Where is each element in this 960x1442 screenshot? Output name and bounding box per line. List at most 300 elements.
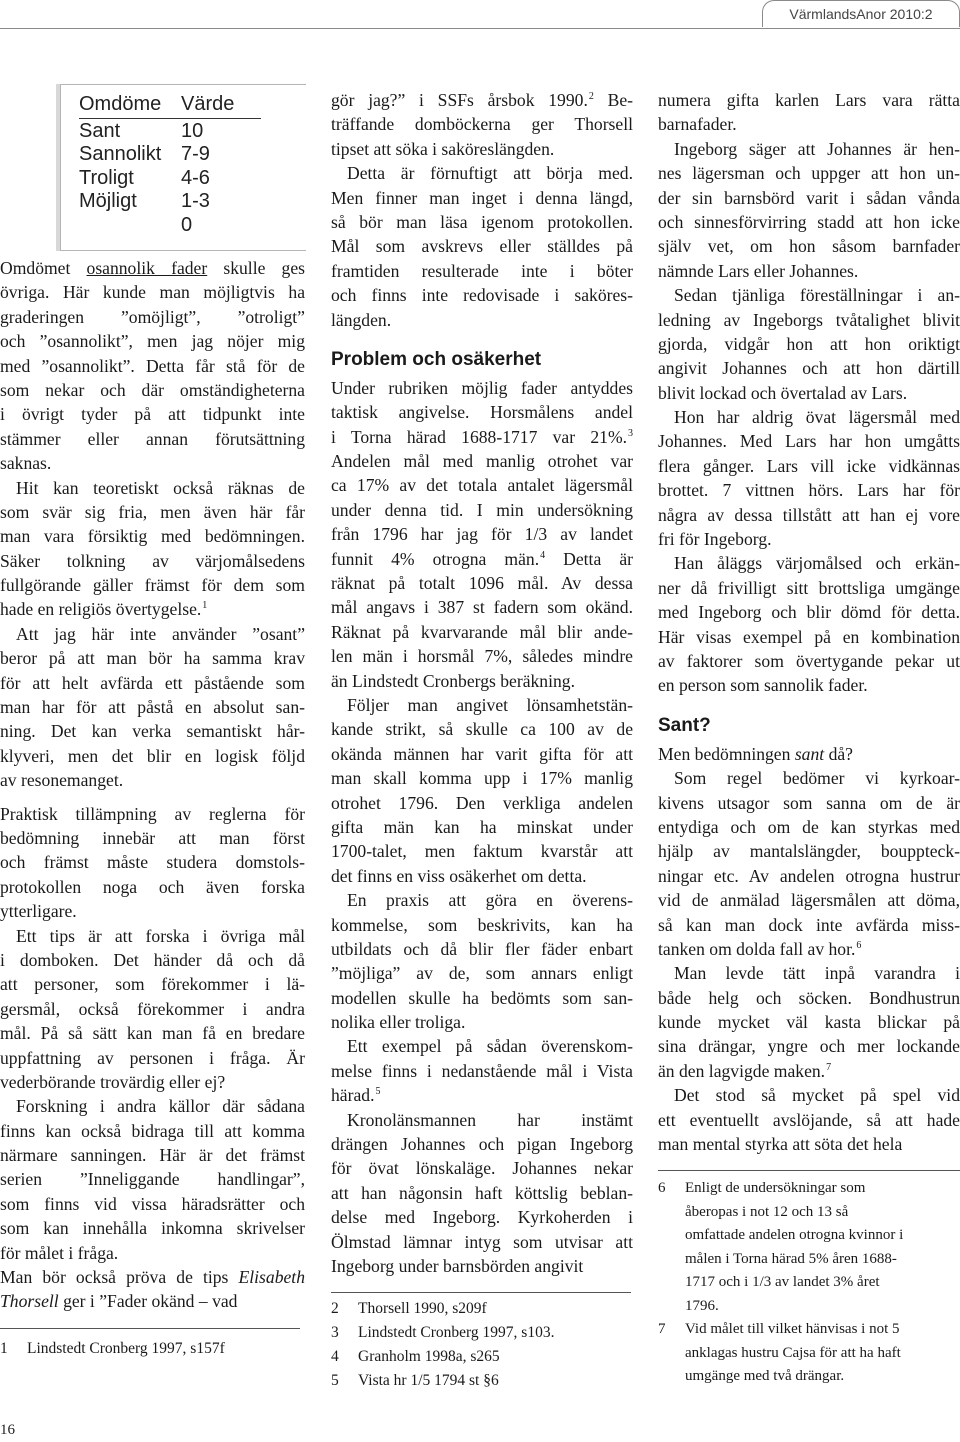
text-line (658, 210, 960, 234)
text-run: själv vet, om hon såsom barnfader (658, 236, 960, 257)
text-line (331, 620, 633, 644)
paragraph (658, 137, 960, 283)
text-run: Ingeborg säger att Johannes är hen- (674, 138, 960, 159)
text-line (658, 405, 960, 429)
text-run: nolika eller troliga. (331, 1012, 466, 1033)
text-run: serien ”Inneliggande handlingar”, (0, 1169, 305, 1190)
text-line (0, 1167, 305, 1191)
paragraph (0, 1094, 305, 1265)
text-run: Säker tolkning av värjomålsedens (0, 550, 305, 571)
text-run: delse med Ingeborg. Kyrkoherden i (331, 1207, 633, 1228)
text-run: tipset att söka i saköreslängden. (331, 138, 555, 159)
rating-value: 10 (181, 119, 204, 142)
text-run: kivens utsagor som sanna om de är (658, 792, 960, 813)
footnote-line (658, 1177, 960, 1201)
footnote-marker: 3 (628, 427, 633, 439)
italic-text: Thorsell (0, 1291, 59, 1312)
text-run: nes lägersman och uppger att hon un- (658, 163, 960, 184)
text-run: taktisk angivelse. Horsmålens andel (331, 402, 633, 423)
text-run: angivit Johannes och att hon därtill (658, 358, 960, 379)
footnote-number (658, 1201, 685, 1225)
rating-value: 4-6 (181, 166, 210, 189)
rating-label: Möjligt (79, 190, 137, 212)
text-line (331, 888, 633, 912)
footnote-line (331, 1369, 633, 1393)
text-line (0, 1143, 305, 1167)
text-run: saknas. (0, 453, 52, 474)
text-line (658, 1083, 960, 1107)
text-line (658, 381, 960, 405)
text-run: skulle ges (207, 258, 305, 278)
text-run: vederbörande trovärdig eller ej? (0, 1071, 226, 1092)
middle-column-body-a (331, 88, 633, 332)
text-line (658, 576, 960, 600)
text-run: Andelen mål med manlig otrohet var (331, 451, 633, 472)
text-run: brottet. 7 vittnen hörs. Lars har för (658, 480, 960, 501)
rating-row (79, 190, 261, 214)
footnote-text: Granholm 1998a, s265 (358, 1348, 500, 1366)
text-run: Men finner man inget i denna längd, (331, 187, 633, 208)
text-line (331, 186, 633, 210)
footnote-text: Vid målet till vilket hänvisas i not 5 (685, 1321, 900, 1338)
footnote-marker: 4 (540, 549, 546, 561)
paragraph (658, 405, 960, 551)
text-run: entydiga och om de kan styrkas med (658, 816, 960, 837)
text-line (0, 597, 305, 621)
text-run: kande strikt, så skulle ca 100 av de (331, 719, 633, 740)
paragraph (331, 693, 633, 888)
text-run: Hon har aldrig övat lägersmål med (674, 407, 960, 428)
paragraph (658, 551, 960, 697)
text-line (0, 826, 305, 850)
footnote-number: 2 (331, 1300, 339, 1318)
text-run: okända männen har varit gifta för att (331, 743, 633, 764)
text-run: Detta är förnuftigt att börja med. (347, 163, 633, 184)
text-run: gör jag?” i SSFs årsbok 1990. (331, 90, 588, 110)
text-run: närmare sanningen. Här är det främst (0, 1145, 305, 1166)
text-run: tanken om dolda fall av hor. (658, 938, 856, 959)
text-line (0, 1070, 305, 1094)
text-run: Under rubriken möjlig fader antyddes (331, 377, 633, 398)
text-line (0, 972, 305, 996)
text-line (658, 527, 960, 551)
text-run: numera gifta karlen Lars vara rätta (658, 90, 960, 110)
middle-column-body-b (331, 376, 633, 1278)
text-run: några av dessa tillstått att han ej vore (658, 504, 960, 525)
rating-label: Sannolikt (79, 143, 162, 165)
text-line (658, 429, 960, 453)
text-run: som nekar och där omständigheterna (0, 379, 305, 400)
text-line (658, 815, 960, 839)
paragraph (658, 88, 960, 137)
paragraph (0, 256, 305, 476)
footnote-marker: 1 (202, 600, 208, 612)
text-run: Forskning i andra källor där sådana (16, 1096, 305, 1117)
rating-header-varde: Värde (181, 93, 235, 115)
text-run: Omdömet (0, 258, 87, 278)
text-line (331, 308, 633, 332)
footnote-text: umgänge med två drängar. (685, 1368, 845, 1385)
text-line (0, 850, 305, 874)
footnote-number: 7 (658, 1321, 666, 1338)
footnote-number: 6 (658, 1180, 666, 1197)
text-run: framtiden resulterade inte i böter (331, 260, 633, 281)
rating-row (79, 120, 261, 144)
section-heading-sant: Sant? (658, 714, 711, 736)
text-line (331, 913, 633, 937)
footnote-text: Vista hr 1/5 1794 st §6 (358, 1372, 499, 1390)
text-run: Men bedömningen (658, 743, 795, 764)
text-line (331, 1034, 633, 1058)
underlined-text: osannolik fader (86, 258, 208, 278)
text-run: räknat på totalt 1096 mål. Av dessa (331, 573, 633, 594)
text-line (0, 305, 305, 329)
text-run: gjorda, vidgår hon att hon oriktigt (658, 333, 960, 354)
text-run: och främst måste studera domstols- (0, 852, 305, 873)
footnote-number: 3 (331, 1324, 339, 1342)
text-line (331, 376, 633, 400)
footnote-line (658, 1295, 960, 1319)
text-line (331, 1156, 633, 1180)
text-line (331, 522, 633, 546)
text-line (0, 1265, 305, 1289)
text-run: som finns vid vissa häradsrätter och (0, 1193, 305, 1214)
rating-value: 0 (181, 213, 193, 236)
paragraph (658, 766, 960, 961)
text-run: barnafader. (658, 114, 737, 135)
text-line (658, 137, 960, 161)
footnote-line (331, 1345, 633, 1369)
middle-column (331, 88, 633, 1393)
text-run: härad. (331, 1085, 375, 1106)
rating-row (79, 214, 261, 238)
text-run: så kan man dock inte avfärda miss- (658, 914, 960, 935)
text-line (331, 1230, 633, 1254)
footnote-text: Enligt de undersökningar som (685, 1180, 866, 1197)
text-line (331, 595, 633, 619)
text-line (331, 986, 633, 1010)
text-line (331, 112, 633, 136)
footnote-marker: 6 (856, 939, 862, 951)
text-line (331, 669, 633, 693)
text-line (0, 354, 305, 378)
text-run: övriga. Här kunde man möjligtvis ha (0, 282, 305, 303)
paragraph (0, 1265, 305, 1314)
text-run: och ”osannolikt”, men jag nöjer mig (0, 331, 305, 352)
text-run: Kronolänsmannen har instämt (347, 1109, 633, 1130)
footnote-rule-left (0, 1328, 300, 1329)
text-run: utbildats och då blir fler fäder enbart (331, 938, 633, 959)
paragraph (331, 161, 633, 332)
footnote-number: 4 (331, 1348, 339, 1366)
text-line (658, 234, 960, 258)
footnote-marker: 7 (826, 1061, 832, 1073)
text-run: bedömning innebär att man först (0, 827, 305, 848)
text-run: man har för att påstå en absolut san- (0, 697, 305, 718)
text-run: med Ingeborg och blir dömd för detta. (658, 602, 960, 623)
text-run: Johannes. Med Lars har hon umgåtts (658, 431, 960, 452)
text-line (0, 924, 305, 948)
footnote-number: 1 (0, 1339, 8, 1357)
text-run: ca 17% av det totala antalet lägersmål (331, 475, 633, 496)
text-line (658, 961, 960, 985)
text-line (0, 524, 305, 548)
text-line (331, 1108, 633, 1132)
paragraph (0, 802, 305, 924)
italic-text: sant (794, 743, 825, 764)
text-line (0, 899, 305, 923)
text-run: Det stod så mycket på spel vid (674, 1085, 960, 1106)
text-line (0, 1241, 305, 1265)
footnote-number (658, 1271, 685, 1295)
footnote-line (0, 1337, 305, 1361)
text-run: drängen Johannes och pigan Ingeborg (331, 1134, 633, 1155)
footnote-text: Lindstedt Cronberg 1997, s157f (27, 1339, 225, 1357)
text-run: gersmål, också förekommer i andra (0, 998, 305, 1019)
footnote-rule-middle (331, 1292, 631, 1293)
paragraph (331, 376, 633, 693)
footnote-line (658, 1318, 960, 1342)
middle-footnotes (331, 1297, 633, 1393)
text-run: man mental styrka att söta det hela (658, 1134, 903, 1155)
text-run: Räknat på kvarvarande mål blir ande- (331, 621, 633, 642)
rating-header-omdome: Omdöme (79, 93, 162, 115)
text-run: ”möjliga” av de, som annars enligt (331, 963, 633, 984)
text-run: av resonemanget. (0, 770, 124, 791)
text-run: modellen skulle ha bedömts som san- (331, 987, 633, 1008)
footnote-text: 1717 och i 1/3 av landet 3% året (685, 1274, 880, 1291)
paragraph (0, 622, 305, 793)
text-line (658, 1034, 960, 1058)
text-line (331, 1254, 633, 1278)
text-run: finns kan också bidraga till att komma (0, 1120, 305, 1141)
text-run: av faktorer som övertygande pekar ut (658, 650, 960, 671)
text-line (0, 744, 305, 768)
text-line (0, 329, 305, 353)
right-column (658, 88, 960, 1389)
text-line (331, 815, 633, 839)
text-line (0, 427, 305, 451)
text-line (331, 425, 633, 449)
footnote-text: åberopas i not 12 och 13 så (685, 1203, 849, 1220)
text-run: hjälp av mantalslängder, bouppteck- (658, 841, 960, 862)
text-line (0, 875, 305, 899)
text-run: beror på att man bör ha samma krav (0, 648, 305, 669)
text-run: för målet i fråga. (0, 1242, 119, 1263)
text-run: Ingeborg under barnsbörden angivit (331, 1255, 584, 1276)
rating-value: 7-9 (181, 143, 210, 165)
text-line (658, 503, 960, 527)
footnote-number (658, 1248, 685, 1272)
footnote-text: Lindstedt Cronberg 1997, s103. (358, 1324, 555, 1342)
text-line (0, 719, 305, 743)
text-run: och finns inte redovisade i saköres- (331, 285, 633, 306)
footnote-marker: 5 (375, 1086, 381, 1098)
text-run: under denna tid. I min undersökning (331, 499, 633, 520)
text-line (658, 332, 960, 356)
left-column (0, 256, 305, 1361)
text-run: det finns en viss osäkerhet om detta. (331, 865, 587, 886)
text-line (331, 1132, 633, 1156)
text-line (0, 646, 305, 670)
text-run: en person som sannolik fader. (658, 675, 868, 696)
text-line (658, 913, 960, 937)
text-run: träffande domböckerna ger Thorsell (331, 114, 633, 135)
footnote-line (658, 1224, 960, 1248)
text-line (0, 1046, 305, 1070)
text-line (331, 791, 633, 815)
text-line (0, 402, 305, 426)
text-line (0, 451, 305, 475)
footnote-line (331, 1297, 633, 1321)
text-line (331, 400, 633, 424)
text-run: Som regel bedömer vi kyrkoar- (674, 768, 960, 789)
rating-table (79, 93, 261, 237)
rating-label: Troligt (79, 166, 134, 189)
footnote-number (658, 1224, 685, 1248)
text-line (331, 937, 633, 961)
text-run: ett eventuellt avslöjande, så att hade (658, 1109, 960, 1130)
text-line (658, 161, 960, 185)
paragraph (0, 924, 305, 1095)
right-column-body-b (658, 742, 960, 1157)
paragraph (658, 283, 960, 405)
text-run: der sin barnsbörd varit i sådan vånda (658, 187, 960, 208)
text-run: nämnde Lars eller Johannes. (658, 260, 859, 281)
text-run: än Lindstedt Cronbergs beräkning. (331, 670, 575, 691)
text-run: Han åläggs värjomålsed och erkän- (674, 553, 960, 574)
left-column-body (0, 256, 305, 1314)
text-line (658, 625, 960, 649)
text-run: uppfattning av personen i fråga. Är (0, 1047, 305, 1068)
text-line (331, 210, 633, 234)
text-run: Ett exempel på sådan överenskom- (347, 1036, 633, 1057)
footnote-rule-right (658, 1170, 960, 1171)
text-line (658, 186, 960, 210)
text-run: att personer, som förekommer i lä- (0, 974, 305, 995)
text-line (0, 573, 305, 597)
text-run: Följer man angivet lönsamhetstän- (347, 694, 633, 715)
footnote-number (658, 1365, 685, 1389)
text-line (658, 112, 960, 136)
text-line (0, 1192, 305, 1216)
header-rule (0, 28, 960, 29)
text-run: i Torna härad 1688-1717 var 21%. (331, 426, 627, 447)
footnote-text: 1796. (685, 1297, 719, 1314)
text-run: Hit kan teoretiskt också räknas de (16, 477, 305, 498)
text-run: Här visas exempel på en kombination (658, 626, 960, 647)
footnote-number (658, 1295, 685, 1319)
text-line (658, 791, 960, 815)
rating-label: Sant (79, 119, 121, 142)
text-run: vid de anmälad lägersmålen att döma, (658, 890, 960, 911)
paragraph (331, 1108, 633, 1279)
text-run: i domboken. Det händer då och då (0, 949, 305, 970)
text-run: ledning av Ingeborgs tvåtalighet blivit (658, 309, 960, 330)
right-column-body-a (658, 88, 960, 698)
text-run: klyveri, men det blir en logisk följd (0, 745, 305, 766)
text-line (331, 693, 633, 717)
rating-row (79, 143, 261, 167)
text-run: Ölmstad lämnar intyg som utvisar att (331, 1231, 633, 1252)
text-run: man vara försiktig med bedömningen. (0, 526, 305, 547)
text-line (0, 671, 305, 695)
footnote-line (658, 1201, 960, 1225)
text-line (331, 498, 633, 522)
text-run: flera gånger. Lars vill icke vidkännas (658, 455, 960, 476)
footnote-number (658, 1342, 685, 1366)
text-line (331, 1205, 633, 1229)
text-line (658, 937, 960, 961)
text-line (658, 1010, 960, 1034)
italic-text: Elisabeth (238, 1267, 305, 1288)
text-line (0, 549, 305, 573)
text-run: då? (824, 743, 853, 764)
text-run: längden. (331, 309, 392, 330)
text-line (0, 476, 305, 500)
text-line (658, 283, 960, 307)
text-run: ytterligare. (0, 901, 77, 922)
text-line (658, 1059, 960, 1083)
footnote-text: anklagas hustru Cajsa för att ha haft (685, 1344, 901, 1361)
text-run: kunde mycket väl kasta blickar på (658, 1012, 960, 1033)
footnote-text: Thorsell 1990, s209f (358, 1300, 487, 1318)
text-line (0, 622, 305, 646)
text-run: Detta är (545, 548, 633, 569)
text-run: för att helt avfärda ett påstående som (0, 672, 305, 693)
text-line (0, 695, 305, 719)
text-line (0, 1119, 305, 1143)
text-line (331, 473, 633, 497)
text-line (658, 1108, 960, 1132)
footnote-number: 5 (331, 1372, 339, 1390)
section-heading-problem: Problem och osäkerhet (331, 348, 542, 370)
text-line (331, 547, 633, 571)
text-run: stämmer eller annan förutsättning (0, 428, 305, 449)
text-line (0, 378, 305, 402)
text-line (658, 839, 960, 863)
text-run: Be- (593, 90, 633, 110)
text-run: fullgörande gäller främst för dem som (0, 575, 305, 596)
text-line (0, 1094, 305, 1118)
text-run: än den lagvigde maken. (658, 1060, 826, 1081)
text-line (331, 644, 633, 668)
paragraph (658, 742, 960, 766)
text-line (331, 88, 633, 112)
text-line (331, 864, 633, 888)
paragraph (331, 888, 633, 1034)
text-line (331, 742, 633, 766)
footnote-line (658, 1365, 960, 1389)
text-line (658, 864, 960, 888)
text-line (658, 551, 960, 575)
text-line (0, 948, 305, 972)
paragraph (331, 1034, 633, 1107)
paragraph (331, 88, 633, 161)
footnote-line (658, 1248, 960, 1272)
text-run: från 1796 har jag för 1/3 av landet (331, 524, 633, 545)
text-line (0, 768, 305, 792)
text-run: med ”osannolikt”. Detta får stå för de (0, 355, 305, 376)
text-line (331, 234, 633, 258)
text-run: Att jag här inte använder ”osant” (16, 623, 305, 644)
text-run: ning. Det kan verka semantiskt hår- (0, 721, 305, 742)
text-line (331, 283, 633, 307)
right-footnotes (658, 1177, 960, 1389)
text-line (331, 1083, 633, 1107)
text-run: graderingen ”omöjligt”, ”otroligt” (0, 306, 305, 327)
text-run: ner då frivilligt sitt brottsliga umgänge (658, 577, 960, 598)
